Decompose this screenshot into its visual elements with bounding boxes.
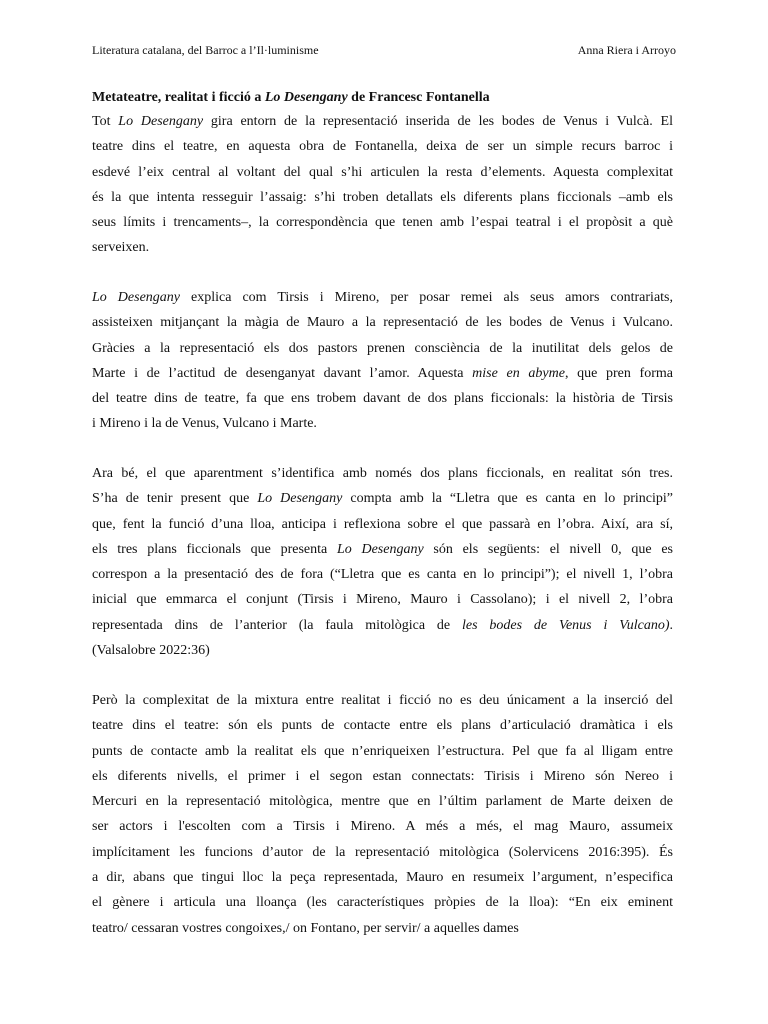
- text-line: [92, 310, 673, 335]
- text-line: [92, 486, 673, 511]
- paragraph-3: [92, 461, 673, 663]
- text-run: inicial que emmarca el conjunt (Tirsis i Mireno, Mauro i Cassolano); i el nivell 2, l’obra: [92, 592, 673, 608]
- text-run: Mercuri en la representació mitològica, mentre que en l’últim parlament de Marte deixen de: [92, 794, 673, 810]
- text-run: el gènere i articula una lloança (les característiques pròpies de la lloa): “En eix eminent: [92, 895, 673, 911]
- text-run: Ara bé, el que aparentment s’identifica amb només dos plans ficcionals, en realitat són tres.: [92, 466, 673, 481]
- text-line: [92, 109, 673, 134]
- title-part-1: Metateatre, realitat i ficció a: [92, 90, 265, 105]
- text-line: [92, 814, 673, 839]
- text-run: a dir, abans que tingui lloc la peça representada, Mauro en resumeix l’argument, n’especifica: [92, 870, 673, 886]
- paragraph-4: [92, 688, 673, 941]
- text-line: [92, 336, 673, 361]
- text-run: compta amb la “Lletra que es canta en lo principi”: [342, 491, 673, 507]
- text-run: són els següents: el nivell 0, que es: [423, 541, 673, 557]
- text-run: seus límits i trencaments–, la correspondència que tenen amb l’espai teatral i el propòsit a què: [92, 215, 673, 231]
- text-line: [92, 613, 673, 638]
- text-run: Però la complexitat de la mixtura entre realitat i ficció no es deu únicament a la inserció del: [92, 693, 673, 708]
- italic-text-run: Lo Desengany: [257, 491, 343, 507]
- text-line: [92, 285, 673, 310]
- text-line: [92, 537, 673, 562]
- text-line: [92, 411, 673, 436]
- text-run: Gràcies a la representació els dos pastors prenen consciència de la inutilitat dels gelos de: [92, 340, 673, 356]
- text-run: .: [669, 617, 674, 633]
- text-line: [92, 890, 673, 915]
- text-line: [92, 361, 673, 386]
- text-run: assisteixen mitjançant la màgia de Mauro a la representació de les bodes de Venus i Vulcano.: [92, 315, 673, 331]
- text-line: [92, 688, 673, 713]
- header-author: Anna Riera i Arroyo: [577, 43, 676, 57]
- text-run: explica com Tirsis i Mireno, per posar remei als seus amors contrariats,: [180, 290, 673, 305]
- text-run: els tres plans ficcionals que presenta: [92, 541, 337, 557]
- header-course-title: Literatura catalana, del Barroc a l’Il·luminisme: [92, 43, 319, 57]
- text-line: [92, 840, 673, 865]
- text-run: (Valsalobre 2022:36): [92, 643, 210, 659]
- text-run: correspon a la presentació des de fora (“Lletra que es canta en lo principi”); el nivell 1, l’obra: [92, 567, 673, 583]
- text-line: [92, 764, 673, 789]
- text-run: teatre dins el teatre: són els punts de contacte entre els plans d’articulació dramàtica i els: [92, 718, 673, 734]
- essay-title: [92, 90, 490, 106]
- text-line: [92, 739, 673, 764]
- running-header: [92, 43, 676, 57]
- text-line: [92, 789, 673, 814]
- italic-text-run: mise en abyme: [472, 365, 565, 381]
- text-line: [92, 512, 673, 537]
- italic-text-run: Lo Desengany: [118, 114, 204, 129]
- text-line: [92, 713, 673, 738]
- text-line: [92, 865, 673, 890]
- paragraph-2: [92, 285, 673, 437]
- text-line: [92, 235, 673, 260]
- text-run: punts de contacte amb la realitat els que n’enriqueixen l’estructura. Pel que fa al lligam entre: [92, 743, 673, 759]
- text-run: Tot: [92, 114, 119, 129]
- text-run: implícitament les funcions d’autor de la representació mitològica (Solervicens 2016:395). És: [92, 844, 673, 860]
- text-line: [92, 160, 673, 185]
- italic-text-run: les bodes de Venus i Vulcano): [462, 617, 670, 633]
- text-line: [92, 587, 673, 612]
- text-line: [92, 461, 673, 486]
- text-run: els diferents nivells, el primer i el segon estan connectats: Tirisis i Mireno són Nereo i: [92, 768, 673, 784]
- text-run: S’ha de tenir present que: [92, 491, 258, 507]
- text-run: esdevé l’eix central al voltant del qual s’hi articulen la resta d’elements. Aquesta complexitat: [92, 164, 673, 180]
- title-part-3: de Francesc Fontanella: [347, 90, 490, 105]
- text-line: [92, 638, 673, 663]
- text-line: [92, 386, 673, 411]
- text-line: [92, 210, 673, 235]
- title-work-name: Lo Desengany: [264, 90, 348, 105]
- italic-text-run: Lo Desengany: [336, 541, 424, 557]
- text-run: ser actors i l'escolten com a Tirsis i Mireno. A més a més, el mag Mauro, assumeix: [92, 819, 673, 835]
- text-run: gira entorn de la representació inserida de les bodes de Venus i Vulcà. El: [203, 114, 673, 129]
- text-run: Marte i de l’actitud de desenganyat davant l’amor. Aquesta: [92, 365, 473, 381]
- text-run: teatro/ cessaran vostres congoixes,/ on Fontano, per servir/ a aquelles dames: [92, 920, 519, 936]
- text-run: , que pren forma: [564, 365, 673, 381]
- text-run: és la que intenta resseguir l’assaig: s’hi troben detallats els diferents plans ficcionals –amb els: [92, 189, 673, 205]
- text-line: [92, 916, 673, 941]
- paragraph-1: [92, 109, 673, 261]
- text-run: que, fent la funció d’una lloa, anticipa i reflexiona sobre el que passarà en l’obra. Així, ara sí,: [92, 516, 673, 532]
- text-run: teatre dins el teatre, en aquesta obra de Fontanella, deixa de ser un simple recurs barroc i: [92, 139, 673, 155]
- text-run: serveixen.: [92, 240, 150, 256]
- italic-text-run: Lo Desengany: [92, 290, 181, 305]
- text-line: [92, 562, 673, 587]
- text-line: [92, 185, 673, 210]
- text-run: i Mireno i la de Venus, Vulcano i Marte.: [92, 416, 317, 432]
- text-line: [92, 134, 673, 159]
- text-run: del teatre dins de teatre, fa que ens trobem davant de dos plans ficcionals: la història de Tirsis: [92, 391, 673, 407]
- text-run: representada dins de l’anterior (la faula mitològica de: [92, 617, 462, 633]
